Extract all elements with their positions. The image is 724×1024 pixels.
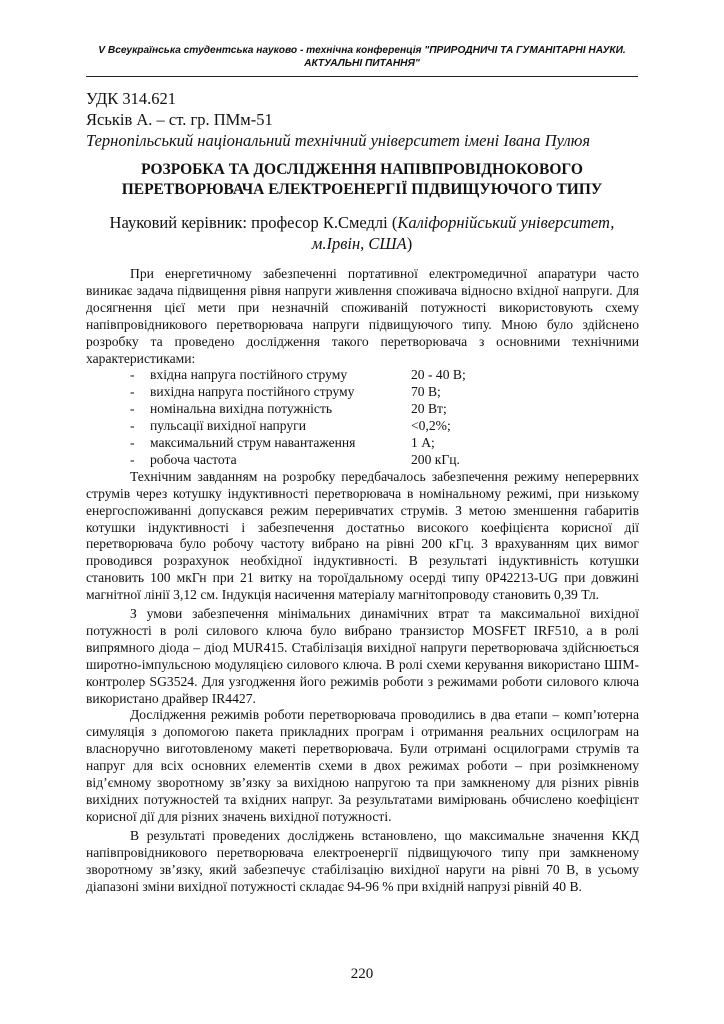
spec-value: <0,2%; [411, 418, 451, 434]
conference-header-line1: V Всеукраїнська студентська науково - технічна конференція "ПРИРОДНИЧІ ТА ГУМАНІТАРНІ НАУКИ. [98, 45, 626, 56]
spec-name: робоча частота [150, 451, 237, 467]
supervisor-affiliation1: Каліфорнійський університет, [397, 213, 615, 232]
paragraph-result: В результаті проведених досліджень встановлено, що максимальне значення ККД напівпровідникового перетворювача електроенергії підвищуючого типу при замкненому зворотному зв’язку, який забезпечує стабілізацію вихідної наруги на рівні 70 В, в усьому діапазоні зміни вихідної потужності складає 94-96 % при вхідній напрузі рівній 40 В. [86, 827, 639, 894]
udk-code: УДК 314.621 [86, 89, 177, 108]
title-line2: ПЕРЕТВОРЮВАЧА ЕЛЕКТРОЕНЕРГІЇ ПІДВИЩУЮЧОГО ТИПУ [121, 181, 603, 198]
spec-value: 70 В; [411, 384, 441, 400]
spec-dash: - [130, 384, 135, 400]
spec-dash: - [130, 367, 135, 383]
paragraph-research: Дослідження режимів роботи перетворювача проводились в два етапи – комп’ютерна симуляція з допомогою пакета прикладних програм і отримання реальних осцилограм на власноручно виготовленому макеті перетворювача. Були отримані осцилограми струмів та напруг для всіх основних елементів схеми в двох режимах роботи – при розімкненому від’ємному зворотному зв’язку за вихідною напругою та при замкненому для різних рівнів вихідних потужностей та вхідних напруг. За результатами вимірювань обчислено коефіцієнт корисної дії для різних значень вихідної потужності. [86, 707, 639, 824]
spec-item [86, 435, 639, 452]
header-divider [86, 76, 638, 77]
spec-value: 20 - 40 В; [411, 367, 466, 383]
spec-dash: - [130, 435, 135, 450]
spec-dash: - [130, 451, 135, 467]
supervisor-prefix: Науковий керівник: професор К.Смедлі ( [109, 213, 398, 232]
spec-value: 200 кГц. [411, 451, 460, 467]
paragraph-task: Технічним завданням на розробку передбачалось забезпечення режиму неперервних струмів через котушку індуктивності перетворювача в номінальному режимі, при низькому енергоспоживанні допускався режим переривчатих струмів. З метою зменшення габаритів котушки індуктивності і забезпечення достатньо високого коефіцієнта корисної дії перетворювача було робочу частоту вибрано на рівні 200 кГц. З врахуванням цих вимог проводився розрахунок необхідної індуктивності. В результаті індуктивність котушки становить 100 мкГн при 21 витку на тороїдальному осерді типу 0P42213-UG при довжині магнітної лінії 3,12 см. Індукція насичення матеріалу магнітопроводу становить 0,39 Тл. [86, 468, 639, 603]
supervisor-affiliation2: м.Ірвін, США [311, 234, 407, 253]
article-meta [86, 88, 590, 151]
paragraph-intro: При енергетичному забезпеченні портативної електромедичної апаратури часто виникає задача підвищення рівня напруги живлення споживача відносно вхідної напруги. Для досягнення цієї мети при незначній споживаній потужності використовують схему напівпровідникового перетворювача напруги підвищуючого типу. Мною було здійснено розробку та проведено дослідження такого перетворювача з основними технічними характеристиками: [86, 266, 639, 366]
article-body [86, 266, 639, 895]
spec-item [86, 418, 639, 435]
spec-item [86, 452, 639, 469]
spec-dash: - [130, 401, 135, 417]
conference-header-line2: АКТУАЛЬНІ ПИТАННЯ" [304, 58, 420, 69]
page-number: 220 [350, 966, 374, 982]
institution-line: Тернопільський національний технічний університет імені Івана Пулюя [86, 131, 591, 150]
supervisor-suffix: ) [406, 234, 413, 253]
conference-header [86, 44, 638, 70]
spec-name: вихідна напруга постійного струму [150, 384, 355, 400]
spec-name: вхідна напруга постійного струму [150, 367, 348, 383]
spec-list [86, 367, 639, 468]
paragraph-components: З умови забезпечення мінімальних динамічних втрат та максимальної вихідної потужності в ролі силового ключа було вибрано транзистор MOSFET IRF510, а в ролі випрямного діода – діод MUR415. Стабілізація вихідної напруги перетворювача здійснюється широтно-імпульсною модуляцією силового ключа. В ролі схеми керування використано ШІМ-контролер SG3524. Для узгодження його режимів роботи з режимами роботи силового ключа використано драйвер IR4427. [86, 606, 639, 706]
spec-name: номінальна вихідна потужність [150, 401, 333, 417]
author-line: Яськів А. – ст. гр. ПМм-51 [86, 110, 273, 129]
spec-value: 20 Вт; [411, 401, 447, 417]
title-line1: РОЗРОБКА ТА ДОСЛІДЖЕННЯ НАПІВПРОВІДНОКОВОГО [141, 161, 583, 178]
spec-value: 1 А; [411, 435, 435, 450]
spec-name: пульсації вихідної напруги [150, 418, 307, 434]
spec-item [86, 384, 639, 401]
supervisor-line [86, 212, 638, 254]
spec-dash: - [130, 418, 135, 434]
spec-item [86, 401, 639, 418]
spec-item [86, 367, 639, 384]
spec-name: максимальний струм навантаження [150, 435, 356, 450]
article-title [86, 160, 638, 200]
